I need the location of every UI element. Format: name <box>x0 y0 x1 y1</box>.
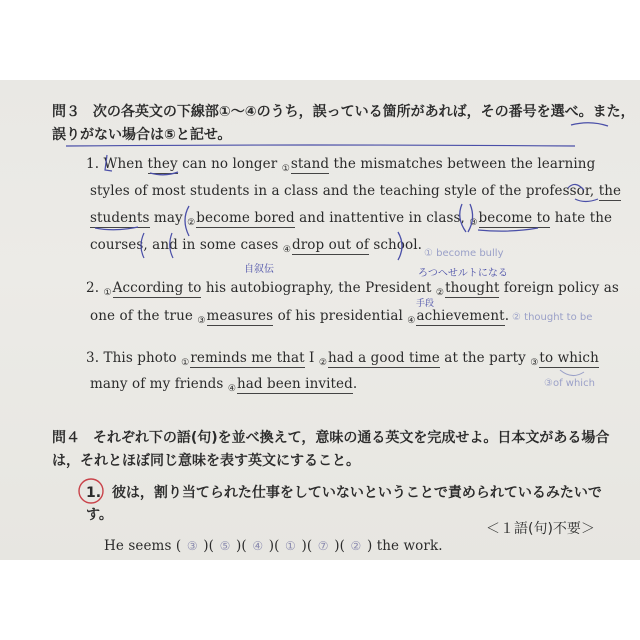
q3-item1-line4: courses, and in some cases $_④$drop out of school. <box>90 237 423 255</box>
page-photo <box>0 80 640 560</box>
question-4-instruction-cont: は，それとほぼ同じ意味を表す英文にすること。 <box>52 453 360 469</box>
handwriting-note-3: 自叙伝 <box>244 264 274 275</box>
handwriting-note-6: ③of which <box>544 378 595 389</box>
handwriting-note-4: 手段 <box>416 299 435 309</box>
q4-answer-sentence: He seems ( ③ )( ⑤ )( ④ )( ① )( ⑦ )( ② ) the work. <box>104 538 443 554</box>
q3-item2-line1: 2. $_①$According to his autobiography, the President $_②$thought foreign policy as <box>86 280 619 298</box>
question-4-label: 問４ <box>52 430 80 446</box>
q3-item3-line2: many of my friends $_④$had been invited. <box>90 376 358 394</box>
question-4-instruction: 問４ それぞれ下の語(句)を並べ換えて，意味の通る英文を完成せよ。日本文がある場合 <box>52 430 610 446</box>
handwriting-note-2: ろつへせルトになる <box>418 268 508 279</box>
question-3-instruction: 問３ 次の各英文の下線部①～④のうち，誤っている箇所があれば，その番号を選べ。また， <box>52 104 635 120</box>
q4-item-number: 1. <box>86 485 102 501</box>
question-3-label: 問３ <box>52 104 80 120</box>
q4-note: ＜１語(句)不要＞ <box>486 521 595 537</box>
handwriting-note-1: ① become bully <box>424 248 504 259</box>
pen-marks <box>0 80 640 560</box>
q3-item1-line1: 1. When they can no longer $_①$stand the mismatches between the learning <box>86 156 596 174</box>
q3-item2-line2: one of the true $_③$measures of his presidential $_④$achievement. <box>90 308 510 326</box>
q3-item3-line1: 3. This photo $_①$reminds me that I $_②$had a good time at the party $_③$to which <box>86 350 599 368</box>
q3-item1-line3: students may $_②$become bored and inattentive in class, $_③$become to hate the <box>90 210 613 228</box>
q4-item1-japanese-cont: す。 <box>86 507 113 523</box>
q3-item1-line2: styles of most students in a class and the teaching style of the professor, the <box>90 183 622 199</box>
q4-item1-japanese: 1. 彼は，割り当てられた仕事をしていないということで責められているみたいで <box>86 485 602 501</box>
question-3-instruction-cont: 誤りがない場合は⑤と記せ。 <box>52 127 232 143</box>
handwriting-note-5: ② thought to be <box>512 312 593 323</box>
